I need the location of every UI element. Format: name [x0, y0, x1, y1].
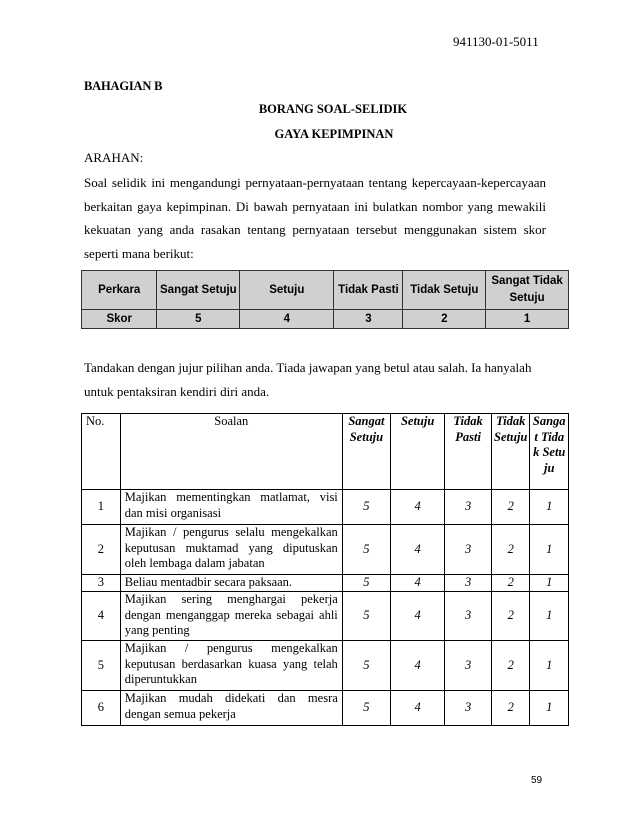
score-option[interactable]: 5: [342, 575, 390, 592]
scale-header-cell: Sangat Setuju: [157, 271, 240, 310]
question-text: Beliau mentadbir secara paksaan.: [120, 575, 342, 592]
scale-score-row: [82, 310, 569, 329]
header-soalan: Soalan: [120, 414, 342, 490]
form-title: BORANG SOAL-SELIDIK: [258, 102, 408, 116]
score-option[interactable]: 1: [530, 490, 569, 525]
row-number: 1: [82, 490, 121, 525]
question-text: Majikan / pengurus selalu mengekalkan keputusan muktamad yang diputuskan oleh lembaga dalam jabatan: [120, 525, 342, 575]
scale-score-cell: 1: [486, 310, 569, 329]
table-row: [82, 691, 569, 726]
score-option[interactable]: 2: [491, 641, 530, 691]
note-paragraph: Tandakan dengan jujur pilihan anda. Tiada jawapan yang betul atau salah. Ia hanyalah untuk pentaksiran kendiri diri anda.: [84, 360, 532, 399]
row-number: 2: [82, 525, 121, 575]
score-option[interactable]: 3: [445, 490, 492, 525]
table-row: [82, 592, 569, 641]
score-option[interactable]: 3: [445, 525, 492, 575]
score-option[interactable]: 4: [391, 641, 445, 691]
score-option[interactable]: 2: [491, 490, 530, 525]
score-option[interactable]: 2: [491, 575, 530, 592]
scale-header-row: [82, 271, 569, 310]
score-option[interactable]: 1: [530, 691, 569, 726]
scale-score-cell: 5: [157, 310, 240, 329]
score-option[interactable]: 1: [530, 525, 569, 575]
form-subtitle: GAYA KEPIMPINAN: [274, 127, 394, 141]
section-heading: BAHAGIAN B: [84, 79, 163, 93]
score-option[interactable]: 5: [342, 490, 390, 525]
scale-header-cell: Tidak Pasti: [334, 271, 403, 310]
score-option[interactable]: 4: [391, 592, 445, 641]
header-sangat-setuju: Sangat Setuju: [342, 414, 390, 490]
scale-score-cell: 3: [334, 310, 403, 329]
score-option[interactable]: 4: [391, 490, 445, 525]
table-row: [82, 525, 569, 575]
header-tidak-setuju: Tidak Setuju: [491, 414, 530, 490]
score-option[interactable]: 4: [391, 525, 445, 575]
questionnaire-table: [81, 413, 569, 726]
row-number: 5: [82, 641, 121, 691]
score-option[interactable]: 3: [445, 691, 492, 726]
score-option[interactable]: 4: [391, 691, 445, 726]
question-text: Majikan mudah didekati dan mesra dengan semua pekerja: [120, 691, 342, 726]
header-sangat-tidak-setuju: Sangat Tidak Setuju: [530, 414, 569, 490]
scale-header-cell: Tidak Setuju: [403, 271, 486, 310]
score-option[interactable]: 5: [342, 641, 390, 691]
question-text: Majikan sering menghargai pekerja dengan menganggap mereka sebagai ahli yang penting: [120, 592, 342, 641]
scale-header-cell: Sangat Tidak Setuju: [486, 271, 569, 310]
instructions-label: ARAHAN:: [84, 150, 144, 165]
question-text: Majikan mementingkan matlamat, visi dan misi organisasi: [120, 490, 342, 525]
header-tidak-pasti: Tidak Pasti: [445, 414, 492, 490]
scale-header-cell: Perkara: [82, 271, 157, 310]
questionnaire-header-row: [82, 414, 569, 490]
score-option[interactable]: 3: [445, 592, 492, 641]
scale-header-cell: Setuju: [240, 271, 334, 310]
score-option[interactable]: 5: [342, 691, 390, 726]
document-id: 941130-01-5011: [453, 34, 539, 49]
score-option[interactable]: 2: [491, 592, 530, 641]
score-option[interactable]: 1: [530, 641, 569, 691]
scale-score-cell: 2: [403, 310, 486, 329]
score-option[interactable]: 1: [530, 592, 569, 641]
score-scale-table: [81, 270, 569, 329]
table-row: [82, 490, 569, 525]
scale-score-cell: 4: [240, 310, 334, 329]
score-option[interactable]: 3: [445, 641, 492, 691]
page-number: 59: [531, 775, 543, 786]
header-no: No.: [82, 414, 121, 490]
row-number: 3: [82, 575, 121, 592]
instructions-paragraph: Soal selidik ini mengandungi pernyataan-pernyataan tentang kepercayaan-kepercayaan berkaitan gaya kepimpinan. Di bawah pernyataan ini bulatkan nombor yang mewakili kekuatan yang anda rasakan tentang pernyataan tersebut menggunakan sistem skor seperti mana berikut:: [84, 175, 546, 261]
row-number: 6: [82, 691, 121, 726]
scale-skor-label: Skor: [82, 310, 157, 329]
score-option[interactable]: 5: [342, 592, 390, 641]
score-option[interactable]: 1: [530, 575, 569, 592]
table-row: [82, 575, 569, 592]
table-row: [82, 641, 569, 691]
row-number: 4: [82, 592, 121, 641]
score-option[interactable]: 3: [445, 575, 492, 592]
score-option[interactable]: 2: [491, 525, 530, 575]
header-setuju: Setuju: [391, 414, 445, 490]
score-option[interactable]: 4: [391, 575, 445, 592]
score-option[interactable]: 2: [491, 691, 530, 726]
question-text: Majikan / pengurus mengekalkan keputusan berdasarkan kuasa yang telah diperuntukkan: [120, 641, 342, 691]
score-option[interactable]: 5: [342, 525, 390, 575]
